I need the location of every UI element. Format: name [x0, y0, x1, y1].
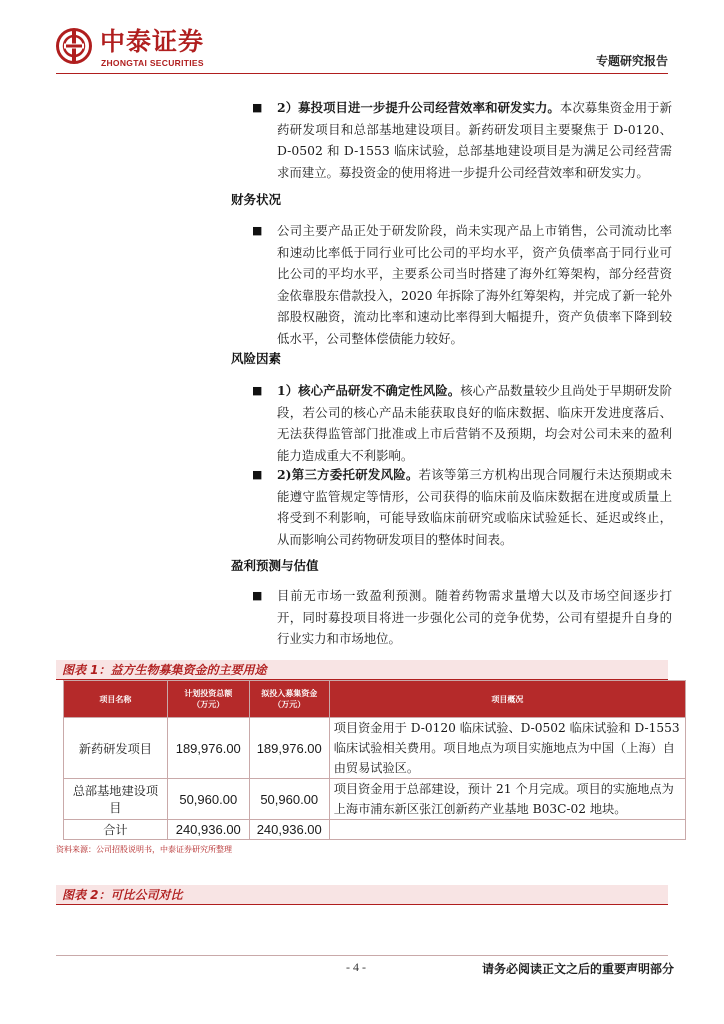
- paragraph-body: 本次募集资金用于新药研发项目和总部基地建设项目。新药研发项目主要聚焦于 D-0120、D-0502 和 D-1553 临床试验，总部基地建设项目是为满足公司经营需求而建立。募投资金的使用将进一步提升公司经营效率和研发实力。: [277, 100, 673, 180]
- cell-planned: 189,976.00: [167, 718, 249, 779]
- cell-name: 合计: [64, 820, 168, 840]
- col-header-raised-label: 拟投入募集资金: [261, 689, 318, 698]
- bullet-marker: ■: [252, 101, 263, 114]
- footer-divider: [56, 955, 668, 956]
- section-heading-forecast: 盈利预测与估值: [231, 558, 319, 573]
- col-header-overview: 项目概况: [329, 681, 685, 718]
- figure-1-title: 图表 1：益方生物募集资金的主要用途: [62, 663, 267, 677]
- report-type-label: 专题研究报告: [595, 54, 668, 68]
- cell-overview: 项目资金用于总部建设，预计 21 个月完成。项目的实施地点为上海市浦东新区张江创新药产业基地 B03C-02 地块。: [329, 779, 685, 820]
- disclaimer-note: 请务必阅读正文之后的重要声明部分: [481, 962, 674, 976]
- forecast-paragraph: 目前无市场一致盈利预测。随着药物需求量增大以及市场空间逐步打开，同时募投项目将进一步强化公司的竞争优势，公司有望提升自身的行业实力和市场地位。: [277, 588, 672, 647]
- table-row-total: [64, 820, 686, 840]
- section-heading-finance: 财务状况: [231, 192, 282, 207]
- bullet-marker: ■: [252, 384, 263, 397]
- paragraph-body: 若该等第三方机构出现合同履行未达预期或未能遵守监管规定等情形，公司获得的临床前及临床数据在进度或质量上将受到不利影响，可能导致临床前研究或临床试验延长、延迟或终止，从而影响公司药物研发项目的整体时间表。: [277, 467, 673, 547]
- cell-raised: 50,960.00: [249, 779, 329, 820]
- figure-1-title-bar: [56, 660, 668, 680]
- figure-1-source: 资料来源：公司招股说明书，中泰证券研究所整理: [56, 845, 232, 854]
- figure-2-title: 图表 2：可比公司对比: [62, 888, 183, 902]
- paragraph-body: 核心产品数量较少且尚处于早期研发阶段，若公司的核心产品未能获取良好的临床数据、临床开发进度落后、无法获得监管部门批准或上市后营销不及预期，均会对公司未来的盈利能力造成重大不利影响。: [277, 383, 672, 463]
- brand-name-en: ZHONGTAI SECURITIES: [101, 58, 204, 68]
- cell-planned: 50,960.00: [167, 779, 249, 820]
- bullet-marker: ■: [252, 224, 263, 237]
- cell-overview: 项目资金用于 D-0120 临床试验、D-0502 临床试验和 D-1553 临床试验相关费用。项目地点为项目实施地点为中国（上海）自由贸易试验区。: [329, 718, 685, 779]
- cell-planned: 240,936.00: [167, 820, 249, 840]
- col-header-planned: [167, 681, 249, 718]
- paragraph-lead: 2）募投项目进一步提升公司经营效率和研发实力。: [277, 100, 560, 115]
- risk-paragraph-1: [277, 380, 672, 466]
- brand-name-cn: 中泰证券: [100, 27, 205, 56]
- col-header-planned-unit: （万元）: [192, 700, 225, 709]
- cell-name: 总部基地建设项目: [64, 779, 168, 820]
- table-row: [64, 779, 686, 820]
- header-divider: [56, 73, 668, 74]
- bullet-marker: ■: [252, 468, 263, 481]
- cell-overview: [329, 820, 685, 840]
- page-number: - 4 -: [346, 960, 366, 974]
- cell-raised: 240,936.00: [249, 820, 329, 840]
- figure-2-title-bar: [56, 885, 668, 905]
- bullet-marker: ■: [252, 589, 263, 602]
- table-row: [64, 718, 686, 779]
- risk-paragraph-2: [277, 464, 672, 550]
- col-header-planned-label: 计划投资总额: [184, 689, 233, 698]
- col-header-raised-unit: （万元）: [273, 700, 306, 709]
- fundraising-paragraph: [277, 97, 672, 183]
- cell-name: 新药研发项目: [64, 718, 168, 779]
- col-header-name: 项目名称: [64, 681, 168, 718]
- company-logo-icon: [56, 28, 92, 64]
- use-of-proceeds-table: [63, 680, 686, 840]
- col-header-raised: [249, 681, 329, 718]
- section-heading-risk: 风险因素: [231, 351, 282, 366]
- cell-raised: 189,976.00: [249, 718, 329, 779]
- table-header-row: [64, 681, 686, 718]
- paragraph-lead: 1）核心产品研发不确定性风险。: [277, 383, 461, 398]
- finance-paragraph: 公司主要产品正处于研发阶段，尚未实现产品上市销售，公司流动比率和速动比率低于同行业可比公司的平均水平，资产负债率高于同行业可比公司的平均水平，主要系公司当时搭建了海外红筹架构，部分经营资金依靠股东借款投入，2020 年拆除了海外红筹架构，并完成了新一轮外部股权融资，流动比率和速动比率得到大幅提升，资产负债率下降到较低水平，公司整体偿债能力较好。: [277, 223, 672, 346]
- paragraph-lead: 2)第三方委托研发风险。: [277, 467, 419, 482]
